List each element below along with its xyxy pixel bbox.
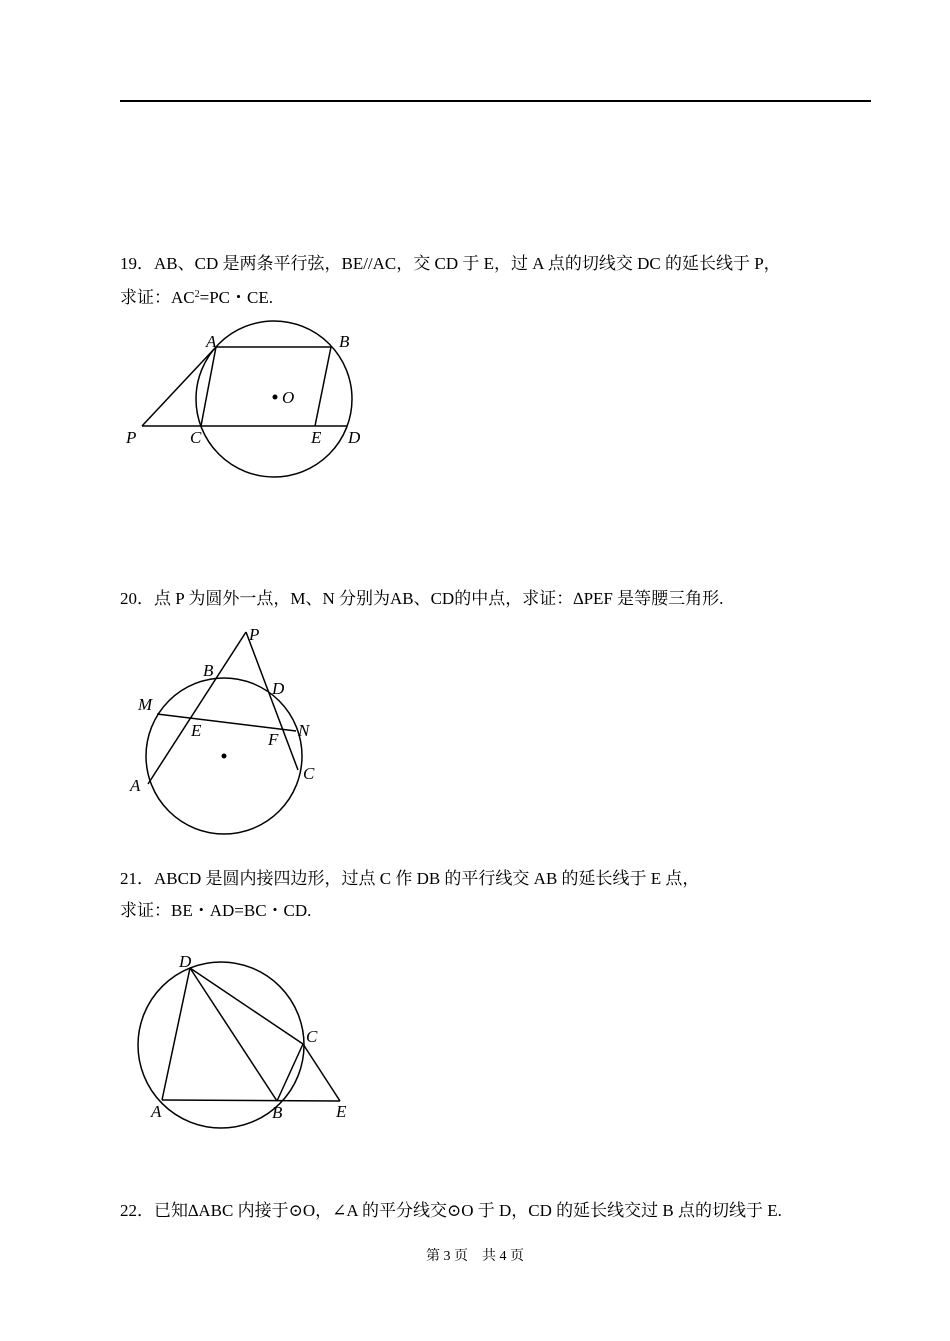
problem-19-statement	[120, 253, 781, 275]
problem-21-claim: 求证：BE・AD=BC・CD.	[120, 901, 312, 920]
fig21-side-da	[162, 968, 190, 1100]
fig21-label-b: B	[272, 1103, 283, 1122]
fig20-label-e: E	[191, 721, 202, 740]
fig20-label-b: B	[203, 661, 214, 680]
fig20-label-d: D	[272, 679, 285, 698]
fig20-secant-pc	[246, 632, 298, 770]
problem-19-text: AB、CD 是两条平行弦，BE//AC，交 CD 于 E，过 A 点的切线交 DC 的延长线于 P，	[154, 254, 781, 273]
problem-19-number: 19．	[120, 254, 154, 273]
fig20-label-n: N	[298, 721, 310, 740]
fig19-segment-be	[315, 347, 331, 426]
fig19-tangent-pa	[142, 347, 216, 426]
problem-19-claim-sup: 2	[194, 289, 200, 300]
fig19-label-o: O	[282, 388, 295, 407]
problem-21-statement	[120, 868, 699, 890]
fig20-label-m: M	[138, 695, 153, 714]
problem-22-number: 22．	[120, 1201, 154, 1220]
fig21-label-c: C	[306, 1027, 318, 1046]
fig20-label-c: C	[303, 764, 315, 783]
fig19-chord-ac	[201, 347, 216, 426]
problem-21-number: 21．	[120, 869, 154, 888]
fig19-label-a: A	[206, 332, 217, 351]
problem-19-claim	[120, 287, 273, 309]
page-footer: 第 3 页 共 4 页	[426, 1249, 524, 1264]
fig19-center-dot	[273, 395, 278, 400]
problem-20-statement	[120, 588, 723, 610]
header-rule	[120, 100, 871, 102]
fig21-label-d: D	[179, 952, 192, 971]
problem-20-number: 20．	[120, 589, 154, 608]
problem-20-figure	[120, 620, 340, 840]
problem-20-text: 点 P 为圆外一点，M、N 分别为AB、CD的中点，求证：∆PEF 是等腰三角形.	[154, 589, 724, 608]
fig20-label-f: F	[268, 730, 279, 749]
fig19-label-d: D	[348, 428, 361, 447]
fig21-segment-ce	[303, 1044, 340, 1101]
fig19-label-b: B	[339, 332, 350, 351]
fig19-label-p: P	[126, 428, 137, 447]
fig21-side-dc	[190, 968, 303, 1044]
fig20-center-dot	[222, 754, 227, 759]
fig20-segment-mn	[157, 714, 296, 731]
problem-22-text: 已知∆ABC 内接于⊙O，∠A 的平分线交⊙O 于 D，CD 的延长线交过 B 点的切线于 E.	[154, 1201, 782, 1220]
fig19-label-e: E	[311, 428, 322, 447]
fig21-label-a: A	[151, 1102, 162, 1121]
problem-21-figure	[120, 945, 370, 1135]
fig21-diagonal-db	[190, 968, 277, 1101]
fig19-label-c: C	[190, 428, 202, 447]
problem-19-claim-pre: 求证：AC	[120, 288, 195, 307]
problem-22-statement	[120, 1200, 782, 1222]
problem-19-claim-post: =PC・CE.	[199, 288, 273, 307]
problem-19-figure	[120, 315, 380, 485]
fig20-label-a: A	[130, 776, 141, 795]
fig21-side-ae	[162, 1100, 340, 1101]
fig21-label-e: E	[336, 1102, 347, 1121]
fig20-label-p: P	[249, 625, 260, 644]
problem-21-text: ABCD 是圆内接四边形，过点 C 作 DB 的平行线交 AB 的延长线于 E 点，	[154, 869, 700, 888]
